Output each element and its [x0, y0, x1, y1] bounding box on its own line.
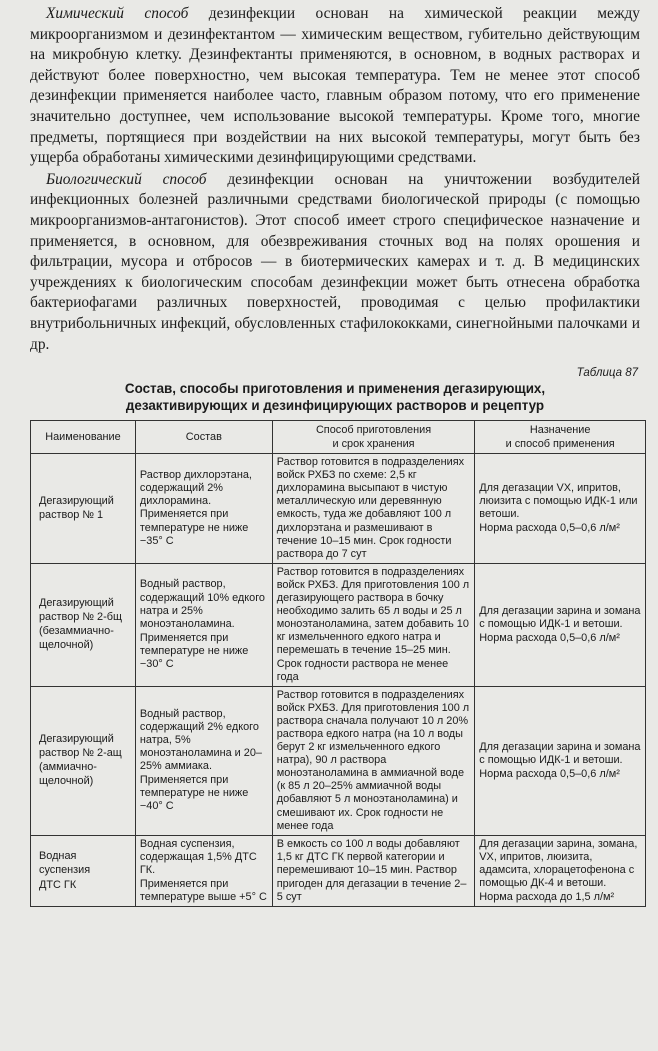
- table-number: Таблица 87: [576, 367, 638, 380]
- cell-line: Раствор дихлорэтана, содержащий 2% дихлорамина. Применяется при температуре не ниже −35° С: [139, 469, 252, 547]
- table-title: [30, 381, 640, 414]
- disinfectant-table: [30, 420, 646, 907]
- table-header-row: [31, 421, 646, 454]
- header-line: Назначение: [529, 424, 591, 437]
- paragraph-text: дезинфекции основан на уничтожении возбудителей инфекционных болезней различными средствами биологической природы (с помощью микроорганизмов-антагонистов). Этот способ имеет строго специфическое назначение и применяется, в основном, для обезвреживания сточных вод на полях орошения и фильтрации, мусора и отбросов — в биотермических камерах и т. д. В медицинских учреждениях к биологическим способам дезинфекции может быть отнесена обработка бактериофагами различных поверхностей, проводимая с целью профилактики внутрибольничных инфекций, обусловленных стафилококками, синегнойными палочками и др.: [30, 170, 640, 353]
- cell-line: Норма расхода до 1,5 л/м²: [479, 891, 615, 904]
- cell-line: Для дегазации зарина и зомана с помощью ИДК-1 и ветоши.: [479, 604, 641, 630]
- cell-line: Для дегазации зарина, зомана, VX, ипритов, люизита, адамсита, хлорацетофенона с помощью ДК-4 и ветоши.: [479, 837, 638, 889]
- cell-line: Дегазирующий: [39, 733, 114, 746]
- cell-line: ДТС ГК: [39, 878, 77, 891]
- paragraph-text: дезинфекции основан на химической реакции между микроорганизмом и дезинфектантом — химическим веществом, губительно действующим на микробную клетку. Дезинфектанты применяются, в основном, в водных растворах и действуют более поверхностно, чем высокая температура. Тем не менее этот способ дезинфекции применяется наиболее часто, главным образом потому, что его применение значительно доступнее, чем использование высокой температуры. Кроме того, многие предметы, портящиеся при воздействии на них высокой температуры, могут быть без ущерба обработаны химическими дезинфицирующими средствами.: [30, 5, 640, 167]
- cell-line: раствор № 1: [39, 508, 104, 521]
- column-header-composition: [135, 421, 272, 454]
- cell-preparation: [272, 563, 475, 686]
- table-row: [31, 835, 646, 906]
- cell-line: Для дегазации зарина и зомана с помощью ИДК-1 и ветоши.: [479, 740, 641, 766]
- column-header-purpose: [475, 421, 646, 454]
- cell-composition: [135, 563, 272, 686]
- cell-line: Применяется при температуре не ниже −30° С: [139, 631, 249, 670]
- cell-composition: [135, 454, 272, 564]
- header-line: и срок хранения: [332, 437, 415, 450]
- cell-preparation: [272, 835, 475, 906]
- cell-line: щелочной): [39, 639, 94, 652]
- cell-line: Раствор готовится в подразделениях войск РХБЗ. Для приготовления 100 л дегазирующего раствора в бочку необходимо залить 65 л воды и 25 л моноэтаноламина, затем добавить 10 кг измельченного едкого натра и перемешать в течение 15–25 мин. Срок годности раствора не менее года: [276, 565, 470, 683]
- cell-line: щелочной): [39, 775, 94, 788]
- cell-purpose: [475, 835, 646, 906]
- cell-name: [31, 563, 136, 686]
- cell-composition: [135, 835, 272, 906]
- cell-line: раствор № 2-бщ: [39, 611, 122, 624]
- cell-line: В емкость со 100 л воды добавляют 1,5 кг ДТС ГК первой категории и перемешивают 10–15 мин. Раствор пригоден для дегазации в течение 2–5 сут: [276, 838, 467, 903]
- cell-line: раствор № 2-ащ: [39, 747, 122, 760]
- column-header-name: [31, 421, 136, 454]
- header-line: Наименование: [45, 430, 121, 443]
- paragraph-lead: Химический способ: [46, 5, 189, 22]
- cell-line: Норма расхода 0,5–0,6 л/м²: [479, 522, 620, 535]
- column-header-preparation: [272, 421, 475, 454]
- cell-line: Норма расхода 0,5–0,6 л/м²: [479, 767, 620, 780]
- cell-line: Норма расхода 0,5–0,6 л/м²: [479, 631, 620, 644]
- paragraph-lead: Биологический способ: [46, 170, 207, 188]
- cell-line: Водный раствор, содержащий 2% едкого натра, 5% моноэтаноламина и 20–25% аммиака.: [139, 707, 262, 773]
- cell-composition: [135, 686, 272, 835]
- table-row: [31, 686, 646, 835]
- cell-line: Раствор готовится в подразделениях войск РХБЗ. Для приготовления 100 л раствора сначала получают 10 л 20% раствора едкого натра (на 10 л воды берут 2 кг измельченного едкого натра), 90 л раствора моноэтаноламина в аммиачной воде (к 85 л 20–25% аммиачной воды добавляют 5 л моноэтаноламина) и смешивают их. Срок годности не менее года: [276, 688, 470, 832]
- cell-name: [31, 454, 136, 564]
- paragraph-chemical-method: [30, 4, 640, 169]
- cell-line: (аммиачно-: [39, 761, 97, 774]
- cell-line: Дегазирующий: [39, 597, 114, 610]
- table-title-line: Состав, способы приготовления и применения дегазирующих,: [124, 381, 546, 397]
- table-title-line: дезактивирующих и дезинфицирующих растворов и рецептур: [125, 397, 545, 413]
- cell-line: Дегазирующий: [39, 494, 114, 507]
- cell-line: Для дегазации VX, ипритов, люизита с помощью ИДК-1 или ветоши.: [479, 481, 638, 520]
- cell-preparation: [272, 454, 475, 564]
- cell-preparation: [272, 686, 475, 835]
- cell-line: Применяется при температуре выше +5° С: [139, 878, 267, 904]
- cell-name: [31, 835, 136, 906]
- table-row: [31, 563, 646, 686]
- cell-line: Применяется при температуре не ниже −40° С: [139, 774, 249, 813]
- cell-line: суспензия: [39, 864, 91, 877]
- paragraph-biological-method: [30, 170, 640, 355]
- cell-line: Раствор готовится в подразделениях войск РХБЗ по схеме: 2,5 кг дихлорамина высыпают в чистую металлическую или деревянную емкость, туда же добавляют 100 л дихлорэтана и размешивают в течение 10–15 мин. Срок годности раствора до 7 сут: [276, 456, 465, 560]
- header-line: Способ приготовления: [315, 424, 432, 437]
- cell-line: (безаммиачно-: [39, 625, 114, 638]
- cell-line: Водная суспензия, содержащая 1,5% ДТС ГК.: [139, 837, 257, 876]
- cell-line: Водный раствор, содержащий 10% едкого натра и 25% моноэтаноламина.: [139, 578, 265, 630]
- cell-purpose: [475, 686, 646, 835]
- cell-name: [31, 686, 136, 835]
- cell-line: Водная: [39, 850, 77, 863]
- cell-purpose: [475, 563, 646, 686]
- table-row: [31, 454, 646, 564]
- header-line: и способ применения: [505, 437, 615, 450]
- header-line: Состав: [185, 430, 222, 443]
- cell-purpose: [475, 454, 646, 564]
